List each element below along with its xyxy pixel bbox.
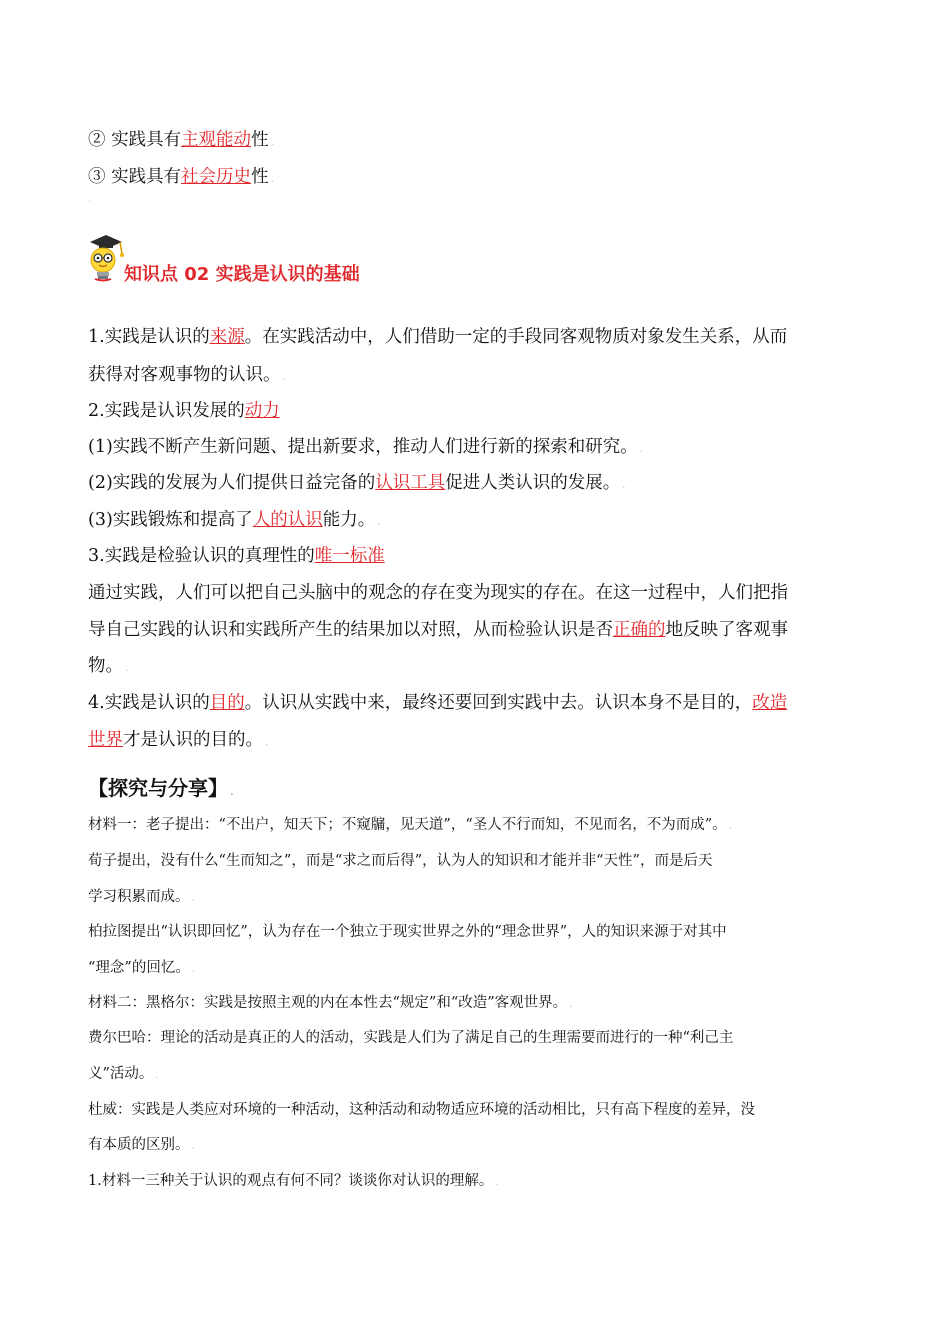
point-4b — [88, 726, 268, 751]
point-2c — [88, 506, 380, 531]
point-1 — [88, 323, 787, 348]
explore-line-text: 荀子提出，没有什么“生而知之”，而是“求之而后得”，认为人的知识和才能并非“天性”，而是后天 — [88, 853, 713, 869]
explore-line — [88, 849, 712, 870]
paragraph-mark: . — [639, 444, 643, 455]
explore-line-text: 有本质的区别。 — [88, 1137, 190, 1153]
point-2-prefix: 2.实践是认识发展的 — [88, 401, 245, 421]
explore-question-text: 1.材料一三种关于认识的观点有何不同？谈谈你对认识的理解。 — [88, 1173, 494, 1189]
point-2b-prefix: (2)实践的发展为人们提供日益完备的 — [88, 473, 376, 493]
explore-line-text: 柏拉图提出“认识即回忆”，认为存在一个独立于现实世界之外的“理念世界”，人的知识来源于对其中 — [88, 924, 727, 940]
explore-line-text: 材料二：黑格尔：实践是按照主观的内在本性去“规定”和“改造”客观世界。 — [88, 995, 568, 1011]
point-2c-prefix: (3)实践锻炼和提高了 — [88, 510, 253, 530]
point-1-cont — [88, 361, 286, 386]
explore-line — [88, 1026, 733, 1047]
intro-item-3-prefix: ③ 实践具有 — [88, 167, 182, 187]
explore-line — [88, 813, 732, 834]
explore-line-text: 材料一：老子提出：“不出户，知天下；不窥牖，见天道”，“圣人不行而知，不见而名，不为而成”。 — [88, 817, 727, 833]
paragraph-mark: . — [377, 517, 381, 528]
paragraph-mark: . — [569, 999, 573, 1010]
paragraph-mark: . — [88, 194, 91, 203]
paragraph-mark: . — [728, 821, 732, 832]
point-4-key: 目的 — [209, 693, 245, 713]
point-4b-suffix: 才是认识的目的。 — [123, 730, 263, 750]
explore-title-text: 【探究与分享】 — [88, 776, 228, 800]
point-3 — [88, 542, 385, 567]
explore-line — [88, 956, 195, 977]
point-3b-prefix: 导自己实践的认识和实践所产生的结果加以对照，从而检验认识是否 — [88, 620, 613, 640]
point-4-suffix: 。认识从实践中来，最终还要回到实践中去。认识本身不是目的， — [244, 693, 753, 713]
point-4-prefix: 4.实践是认识的 — [88, 693, 210, 713]
point-3b-key: 正确的 — [613, 620, 666, 640]
point-1-continuation: 获得对客观事物的认识。 — [88, 365, 281, 385]
explore-line-text: 费尔巴哈：理论的活动是真正的人的活动，实践是人们为了满足自己的生理需要而进行的一种“利己主 — [88, 1030, 734, 1046]
explore-line-text: 杜威：实践是人类应对环境的一种活动，这种活动和动物适应环境的活动相比，只有高下程度的差异，没 — [88, 1102, 755, 1118]
intro-item-2-prefix: ② 实践具有 — [88, 130, 182, 150]
explore-title — [88, 772, 234, 801]
point-2b — [88, 469, 625, 494]
point-3-prefix: 3.实践是检验认识的真理性的 — [88, 546, 315, 566]
point-4-key2: 改造 — [752, 693, 788, 713]
intro-item-2-suffix: 性 — [251, 130, 269, 150]
paragraph-mark: . — [265, 737, 269, 748]
intro-item-3-suffix: 性 — [251, 167, 269, 187]
point-3b-suffix: 地反映了客观事 — [665, 620, 788, 640]
paragraph-mark: . — [270, 137, 274, 148]
point-4 — [88, 689, 787, 714]
explore-line-text: 义”活动。 — [88, 1066, 154, 1082]
intro-item-3 — [88, 163, 274, 188]
point-2b-suffix: 促进人类认识的发展。 — [445, 473, 621, 493]
point-3b — [88, 616, 788, 641]
intro-item-3-key: 社会历史 — [181, 167, 252, 187]
point-3a-text: 通过实践，人们可以把自己头脑中的观念的存在变为现实的存在。在这一过程中，人们把指 — [88, 583, 788, 603]
point-2a-text: (1)实践不断产生新问题、提出新要求，推动人们进行新的探索和研究。 — [88, 437, 638, 457]
explore-line — [88, 1133, 195, 1154]
point-2 — [88, 397, 280, 422]
point-3a — [88, 579, 788, 604]
paragraph-mark: . — [230, 787, 234, 798]
paragraph-mark: . — [282, 372, 286, 383]
explore-line — [88, 991, 572, 1012]
paragraph-mark: . — [155, 1070, 159, 1081]
point-1-prefix: 1.实践是认识的 — [88, 327, 210, 347]
point-2b-key: 认识工具 — [375, 473, 446, 493]
point-1-suffix: 。在实践活动中，人们借助一定的手段同客观物质对象发生关系，从而 — [244, 327, 788, 347]
paragraph-mark: . — [125, 663, 129, 674]
paragraph-mark: . — [191, 893, 195, 904]
paragraph-mark: . — [495, 1177, 499, 1188]
point-2c-key: 人的认识 — [252, 510, 323, 530]
point-2c-suffix: 能力。 — [322, 510, 376, 530]
explore-line — [88, 1062, 159, 1083]
explore-question — [88, 1169, 499, 1190]
point-3c-text: 物。 — [88, 656, 123, 676]
point-1-key: 来源 — [209, 327, 245, 347]
point-2-key: 动力 — [244, 401, 280, 421]
point-3-key: 唯一标准 — [314, 546, 385, 566]
explore-line — [88, 1098, 755, 1119]
section-heading: 知识点 02 实践是认识的基础 — [124, 264, 360, 285]
point-4b-key: 世界 — [88, 730, 123, 750]
intro-item-2 — [88, 126, 274, 151]
intro-item-2-key: 主观能动 — [181, 130, 252, 150]
point-3c — [88, 652, 128, 677]
paragraph-mark: . — [270, 174, 274, 185]
explore-line-text: 学习积累而成。 — [88, 889, 190, 905]
explore-line-text: “理念”的回忆。 — [88, 960, 190, 976]
point-2a — [88, 433, 643, 458]
paragraph-mark: . — [191, 964, 196, 975]
graduate-bulb-icon — [86, 232, 126, 284]
explore-line — [88, 885, 195, 906]
explore-line — [88, 920, 727, 941]
paragraph-mark: . — [191, 1141, 195, 1152]
paragraph-mark: . — [622, 480, 626, 491]
